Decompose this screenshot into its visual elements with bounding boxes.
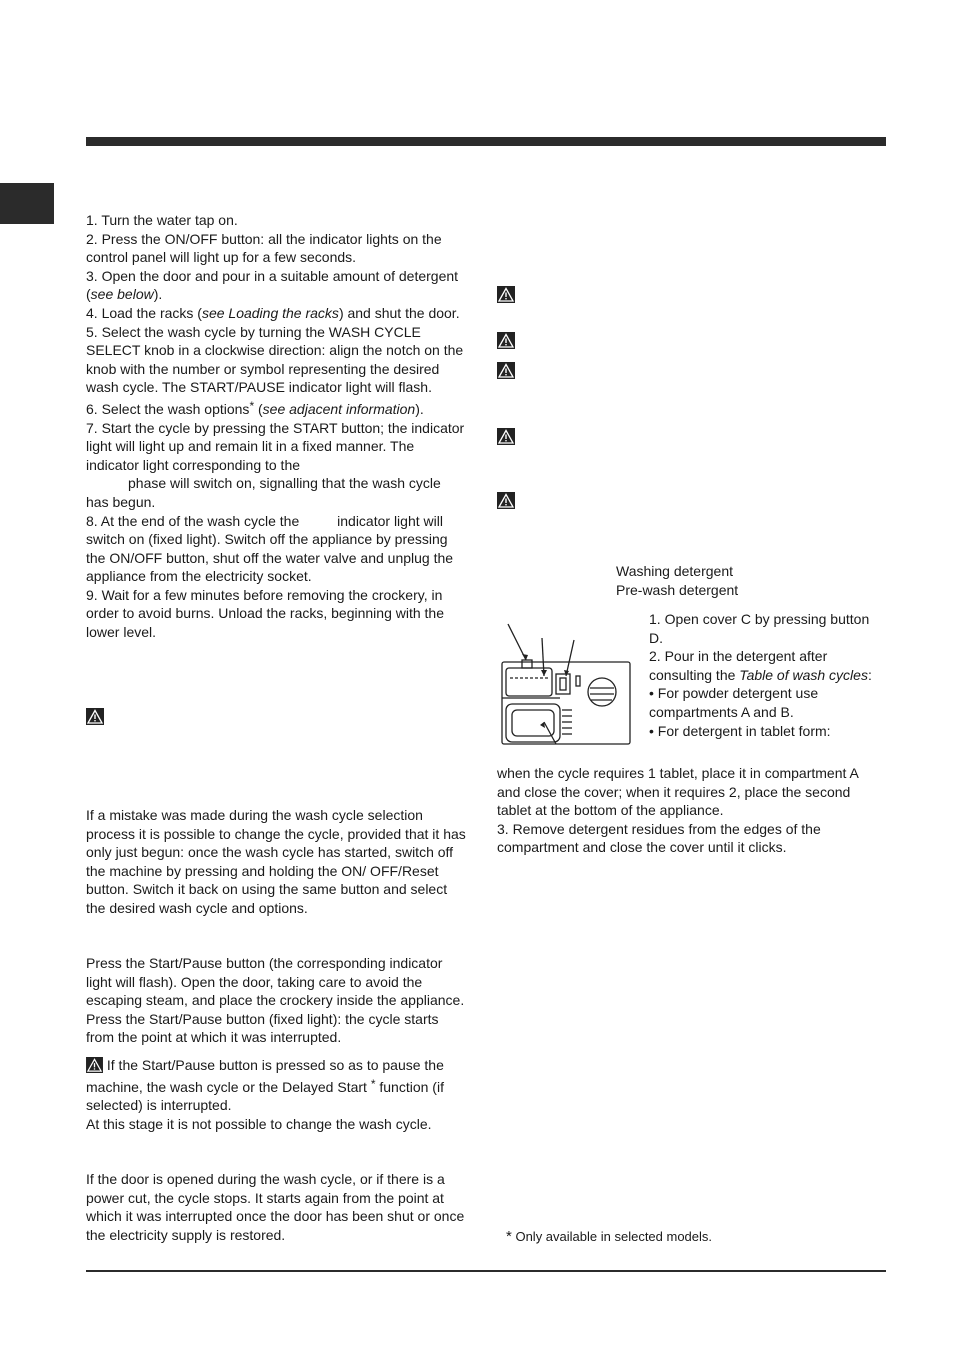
- step-7: 7. Start the cycle by pressing the START button; the indicator light will light up and remain lit in a fixed manner. The indicator light corresponding to the phase will switch on, signalling that the wash cycle has begun.: [86, 419, 465, 510]
- step-5: 5. Select the wash cycle by turning the WASH CYCLE SELECT knob in a clockwise direction: align the notch on the knob with the number or symbol representing the desired wash cycle. The START/PAUSE indicator light will flash.: [86, 323, 464, 396]
- instr-tablet-heading: • For detergent in tablet form:: [649, 722, 831, 739]
- step-3: 3. Open the door and pour in a suitable amount of detergent (see below).: [86, 267, 459, 303]
- step-8: 8. At the end of the wash cycle the indicator light will switch on (fixed light). Switch off the appliance by pressing the ON/OFF button, shut off the water valve and unplug the appliance from the electricity socket.: [86, 512, 454, 585]
- detergent-instructions: [649, 610, 874, 740]
- detergent-dispenser-diagram: [498, 618, 636, 752]
- pause-note: At this stage it is not possible to change the wash cycle.: [86, 1115, 432, 1132]
- instr-powder: • For powder detergent use compartments A and B.: [649, 685, 819, 720]
- footnote-text: Only available in selected models.: [515, 1229, 713, 1244]
- label-prewash-detergent: Pre-wash detergent: [616, 582, 739, 598]
- instr-step-2: 2. Pour in the detergent after consulting the Table of wash cycles:: [649, 648, 872, 683]
- footer-rule: [86, 1270, 886, 1272]
- language-tab: [0, 183, 54, 224]
- instr-step-1: 1. Open cover C by pressing button D.: [649, 611, 870, 646]
- footnote: [506, 1228, 806, 1247]
- warning-triangle-icon: [86, 1057, 103, 1073]
- pause-warning: If the Start/Pause button is pressed so as to pause the machine, the wash cycle or the Delayed Start * function (if selected) is interrupted. At this stage it is not possible to change the wash cycle.: [86, 1056, 466, 1133]
- warning-triangle-icon: [497, 332, 515, 349]
- warning-triangle-icon: [497, 286, 515, 303]
- step-9: 9. Wait for a few minutes before removing the crockery, in order to avoid burns. Unload the racks, beginning with the lower level.: [86, 586, 444, 641]
- asterisk-mark: *: [249, 398, 255, 413]
- footnote-asterisk: *: [506, 1228, 512, 1245]
- label-washing-detergent: Washing detergent: [616, 563, 733, 579]
- warning-triangle-icon: [497, 362, 515, 379]
- instr-step-3: 3. Remove detergent residues from the edges of the compartment and close the cover until it clicks.: [497, 820, 821, 856]
- pause-text: Press the Start/Pause button (the corresponding indicator light will flash). Open the door, taking care to avoid the escaping steam, and place the crockery inside the appliance. Press the Start/Pause button (fixed light): the cycle starts from the point at which it was interrupted.: [86, 955, 465, 1046]
- step-1: 1. Turn the water tap on.: [86, 212, 238, 228]
- step-6: 6. Select the wash options* (see adjacent information).: [86, 398, 424, 417]
- warning-triangle-icon: [497, 492, 515, 509]
- change-cycle-text: If a mistake was made during the wash cycle selection process it is possible to change the cycle, provided that it has only just begun: once the wash cycle has started, switch off the machine by pressing and holding the ON/ OFF/Reset button. Switch it back on using the same button and select the desired wash cycle and options.: [86, 807, 466, 916]
- step-4: 4. Load the racks (see Loading the racks) and shut the door.: [86, 304, 460, 321]
- step-2: 2. Press the ON/OFF button: all the indicator lights on the control panel will light up for a few seconds.: [86, 230, 442, 266]
- header-bar: [86, 137, 886, 146]
- instructions-column: [86, 211, 466, 642]
- detergent-instructions-cont: [497, 764, 882, 857]
- door-text: If the door is opened during the wash cycle, or if there is a power cut, the cycle stops. It starts again from the point at which it was interrupted once the door has been shut or once the electricity supply is restored.: [86, 1171, 465, 1243]
- warning-triangle-icon: [86, 708, 104, 725]
- instr-tablet-text: when the cycle requires 1 tablet, place it in compartment A and close the cover; when it requires 2, place the second tablet at the bottom of the appliance.: [497, 765, 859, 819]
- warning-triangle-icon: [497, 428, 515, 445]
